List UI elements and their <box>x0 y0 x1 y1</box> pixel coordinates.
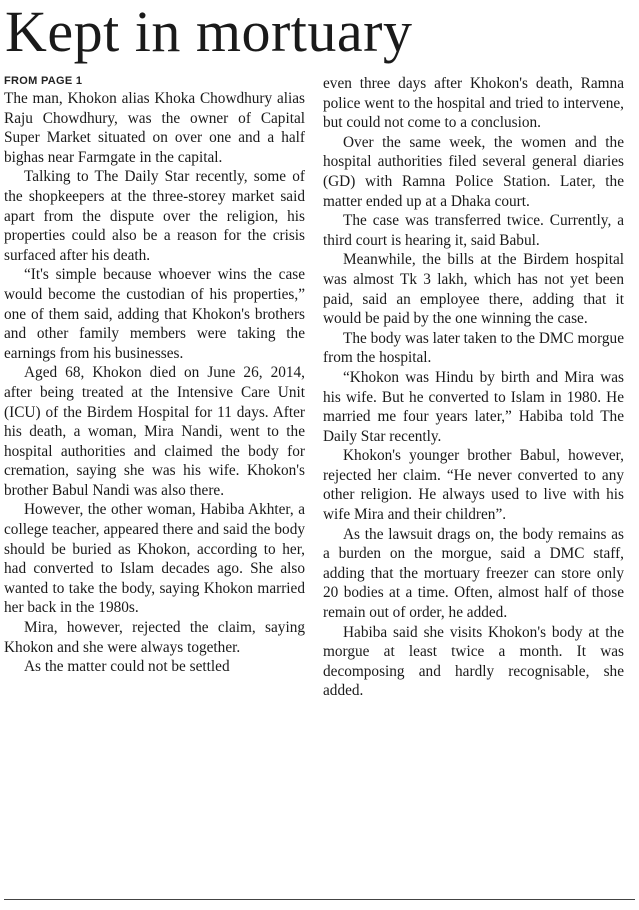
paragraph: Aged 68, Khokon died on June 26, 2014, after being treated at the Intensive Care Unit (ICU) of the Birdem Hospital for 11 days. After his death, a woman, Mira Nandi, went to the hospital authorities and claimed the body for cremation, saying she was his wife. Khokon's brother Babul Nandi was also there. <box>4 364 305 499</box>
bottom-rule <box>4 899 635 900</box>
article-column-left <box>4 73 305 677</box>
paragraph: “Khokon was Hindu by birth and Mira was his wife. But he converted to Islam in 1980. He married me four years later,” Habiba told The Daily Star recently. <box>323 368 624 445</box>
paragraph: The case was transferred twice. Currently, a third court is hearing it, said Babul. <box>323 212 624 249</box>
paragraph: even three days after Khokon's death, Ramna police went to the hospital and tried to intervene, but could not come to a conclusion. <box>323 75 624 132</box>
jump-label: FROM PAGE 1 <box>4 75 83 87</box>
paragraph: Over the same week, the women and the hospital authorities filed several general diaries (GD) with Ramna Police Station. Later, the matter ended up at a Dhaka court. <box>323 133 624 210</box>
paragraph: However, the other woman, Habiba Akhter, a college teacher, appeared there and said the body should be buried as Khokon, according to her, had converted to Islam decades ago. She also wanted to take the body, saying Khokon married her back in the 1980s. <box>4 501 305 617</box>
paragraph: The man, Khokon alias Khoka Chowdhury alias Raju Chowdhury, was the owner of Capital Super Market situated on over one and a half bighas near Farmgate in the capital. <box>4 90 305 166</box>
paragraph: Khokon's younger brother Babul, however, rejected her claim. “He never converted to any other religion. He always used to live with his wife Mira and their children”. <box>323 447 624 524</box>
paragraph: Talking to The Daily Star recently, some of the shopkeepers at the three-storey market said apart from the dispute over the religion, his properties could also be a reason for the crisis surfaced after his death. <box>4 168 305 264</box>
paragraph: As the lawsuit drags on, the body remains as a burden on the morgue, said a DMC staff, adding that the mortuary freezer can store only 20 bodies at a time. Often, almost half of those remain out of order, he added. <box>323 525 624 622</box>
paragraph: The body was later taken to the DMC morgue from the hospital. <box>323 329 624 367</box>
headline: Kept in mortuary <box>5 0 413 64</box>
article-column-right <box>323 74 624 701</box>
paragraph: As the matter could not be settled <box>24 658 230 676</box>
paragraph: Habiba said she visits Khokon's body at the morgue at least twice a month. It was decomposing and hardly recognisable, she added. <box>323 623 624 700</box>
paragraph: “It's simple because whoever wins the case would become the custodian of his properties,” one of them said, adding that Khokon's brothers and other family members were taking the earnings from his businesses. <box>4 266 305 362</box>
paragraph: Meanwhile, the bills at the Birdem hospital was almost Tk 3 lakh, which has not yet been paid, said an employee there, adding that it would be paid by the one winning the case. <box>323 251 624 328</box>
paragraph: Mira, however, rejected the claim, saying Khokon and she were always together. <box>4 619 305 656</box>
